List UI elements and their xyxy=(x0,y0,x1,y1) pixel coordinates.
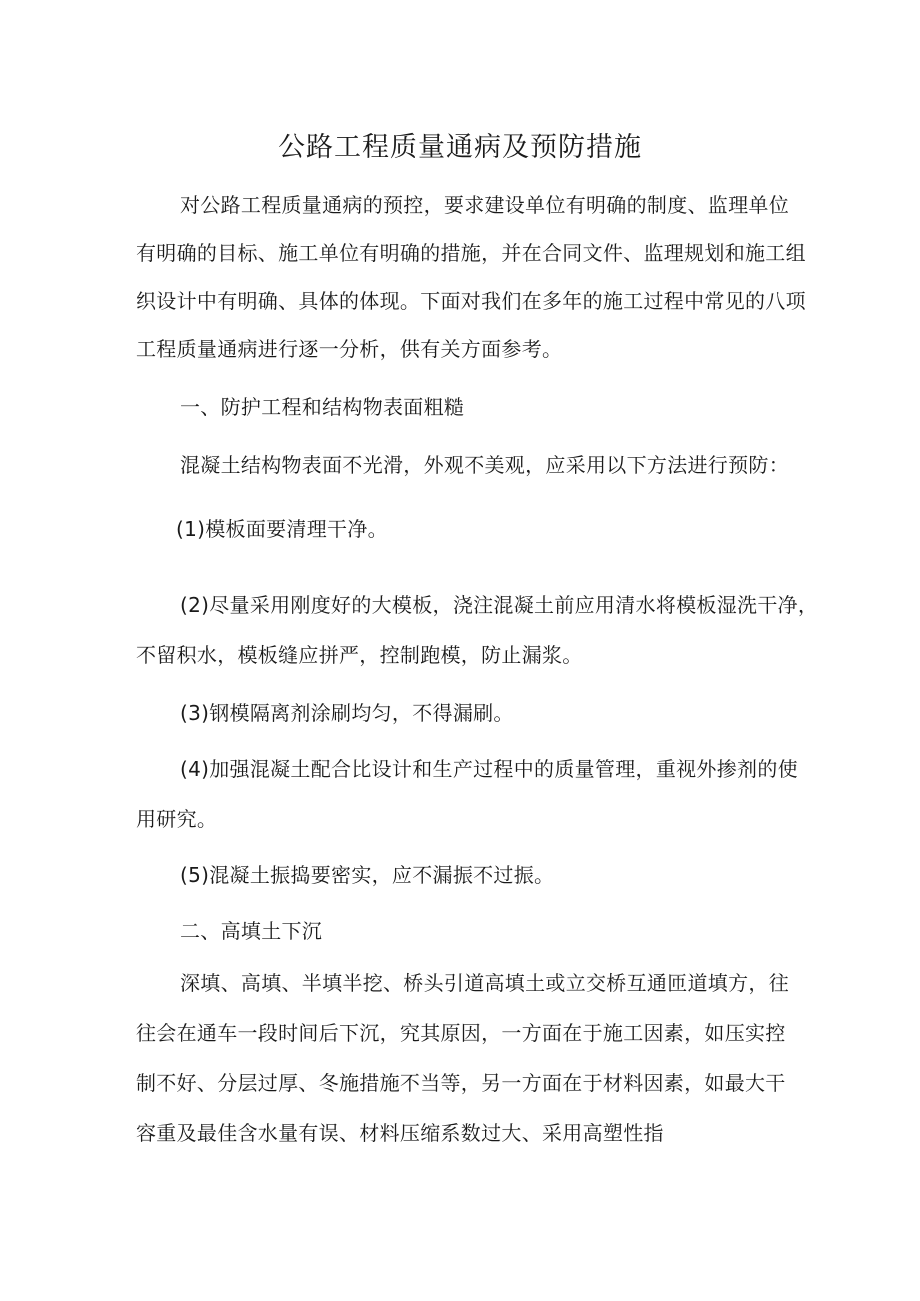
section2-line: 制不好、分层过厚、冬施措施不当等，另一方面在于材料因素，如最大干 xyxy=(136,1071,786,1095)
list-item: (3)钢模隔离剂涂刷均匀，不得漏刷。 xyxy=(180,701,514,725)
list-item-continuation: 不留积水，模板缝应拼严，控制跑模，防止漏浆。 xyxy=(136,643,583,667)
section2-line: 深填、高填、半填半挖、桥头引道高填土或立交桥互通匝道填方，往 xyxy=(180,971,789,995)
document-title: 公路工程质量通病及预防措施 xyxy=(278,132,642,163)
list-item: (5)混凝土振捣要密实，应不漏振不过振。 xyxy=(180,863,555,887)
section2-line: 容重及最佳含水量有误、材料压缩系数过大、采用高塑性指 xyxy=(136,1121,664,1145)
intro-line: 有明确的目标、施工单位有明确的措施，并在合同文件、监理规划和施工组 xyxy=(136,241,806,265)
list-item-continuation: 用研究。 xyxy=(136,807,218,831)
list-item: (2)尽量采用刚度好的大模板，浇注混凝土前应用清水将模板湿洗干净， xyxy=(180,593,819,617)
section2-heading: 二、高填土下沉 xyxy=(180,919,323,943)
section2-line: 往会在通车一段时间后下沉，究其原因，一方面在于施工因素，如压实控 xyxy=(136,1021,786,1045)
intro-line: 织设计中有明确、具体的体现。下面对我们在多年的施工过程中常见的八项 xyxy=(136,289,806,313)
section1-heading: 一、防护工程和结构物表面粗糙 xyxy=(180,395,465,419)
intro-line: 工程质量通病进行逐一分析，供有关方面参考。 xyxy=(136,337,563,361)
list-item: (1)模板面要清理干净。 xyxy=(176,517,388,541)
list-item: (4)加强混凝土配合比设计和生产过程中的质量管理，重视外掺剂的使 xyxy=(180,757,798,781)
section1-lead: 混凝土结构物表面不光滑，外观不美观，应采用以下方法进行预防： xyxy=(180,453,789,477)
intro-line: 对公路工程质量通病的预控，要求建设单位有明确的制度、监理单位 xyxy=(180,193,789,217)
